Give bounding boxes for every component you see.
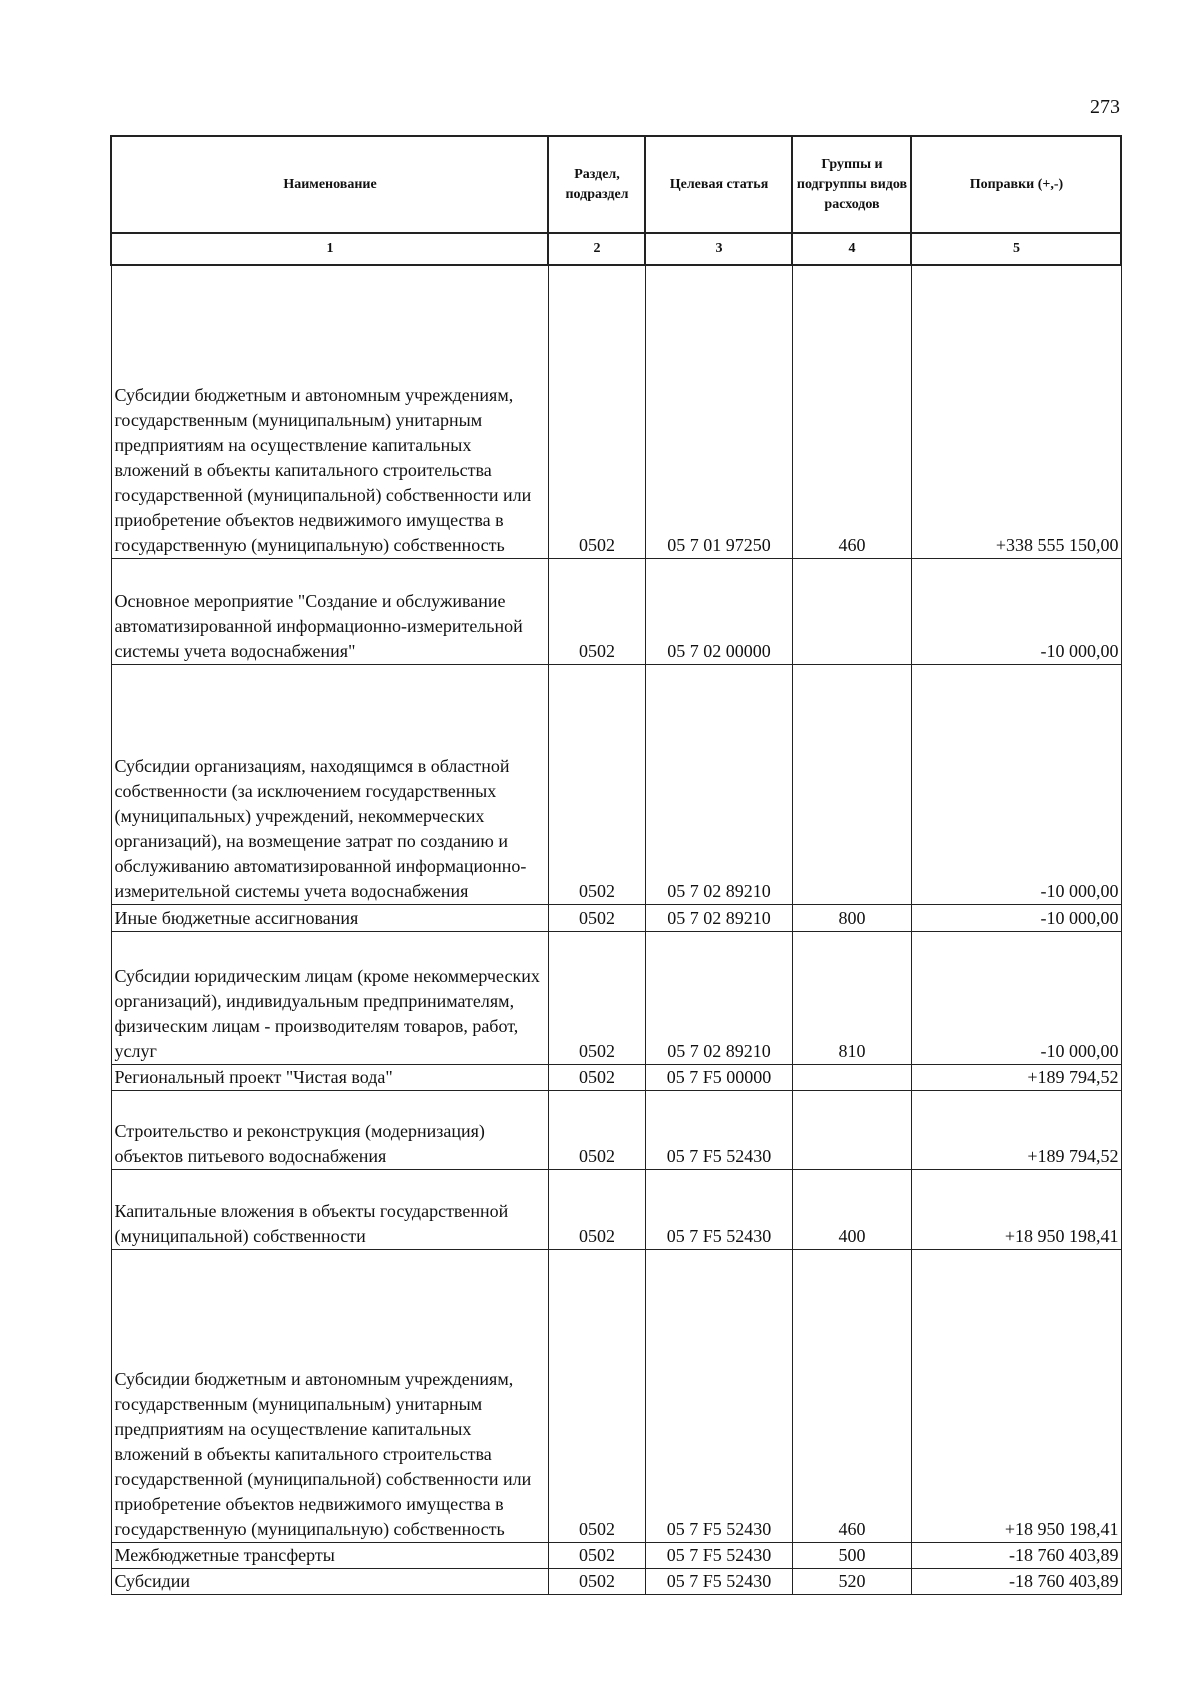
row-amount: +18 950 198,41 — [911, 1249, 1121, 1542]
row-group: 400 — [792, 1169, 911, 1249]
row-section: 0502 — [548, 931, 645, 1064]
row-name: Капитальные вложения в объекты государственной (муниципальной) собственности — [111, 1169, 548, 1249]
row-amount: -10 000,00 — [911, 664, 1121, 904]
column-number: 4 — [792, 233, 911, 265]
row-amount: +338 555 150,00 — [911, 265, 1121, 558]
row-section: 0502 — [548, 664, 645, 904]
row-section: 0502 — [548, 265, 645, 558]
row-article: 05 7 02 89210 — [645, 904, 792, 931]
table-row — [111, 1064, 1121, 1090]
budget-amendments-table — [110, 135, 1122, 1595]
row-article: 05 7 F5 52430 — [645, 1568, 792, 1594]
header-amount: Поправки (+,-) — [911, 136, 1121, 233]
row-section: 0502 — [548, 1090, 645, 1169]
table-row — [111, 1568, 1121, 1594]
row-name: Субсидии — [111, 1568, 548, 1594]
row-name: Субсидии юридическим лицам (кроме некоммерческих организаций), индивидуальным предпринимателям, физическим лицам - производителям товаров, работ, услуг — [111, 931, 548, 1064]
header-section: Раздел, подраздел — [548, 136, 645, 233]
row-section: 0502 — [548, 1249, 645, 1542]
row-section: 0502 — [548, 1064, 645, 1090]
row-article: 05 7 02 00000 — [645, 558, 792, 664]
row-name: Строительство и реконструкция (модернизация) объектов питьевого водоснабжения — [111, 1090, 548, 1169]
row-group: 800 — [792, 904, 911, 931]
column-number-row — [111, 233, 1121, 265]
row-amount: -10 000,00 — [911, 904, 1121, 931]
row-amount: -10 000,00 — [911, 931, 1121, 1064]
row-section: 0502 — [548, 904, 645, 931]
row-group: 460 — [792, 265, 911, 558]
table-row — [111, 1542, 1121, 1568]
row-name: Основное мероприятие "Создание и обслуживание автоматизированной информационно-измерительной системы учета водоснабжения" — [111, 558, 548, 664]
table-row — [111, 1249, 1121, 1542]
row-section: 0502 — [548, 558, 645, 664]
row-amount: -18 760 403,89 — [911, 1568, 1121, 1594]
column-number: 5 — [911, 233, 1121, 265]
row-group — [792, 664, 911, 904]
row-article: 05 7 F5 52430 — [645, 1249, 792, 1542]
column-number: 3 — [645, 233, 792, 265]
row-name: Региональный проект "Чистая вода" — [111, 1064, 548, 1090]
row-amount: -10 000,00 — [911, 558, 1121, 664]
row-group: 520 — [792, 1568, 911, 1594]
column-number: 2 — [548, 233, 645, 265]
row-name: Межбюджетные трансферты — [111, 1542, 548, 1568]
row-article: 05 7 02 89210 — [645, 931, 792, 1064]
table-row — [111, 904, 1121, 931]
row-name: Субсидии бюджетным и автономным учреждениям, государственным (муниципальным) унитарным предприятиям на осуществление капитальных вложений в объекты капитального строительства государственной (муниципальной) собственности или приобретение объектов недвижимого имущества в государственную (муниципальную) собственность — [111, 1249, 548, 1542]
column-number: 1 — [111, 233, 548, 265]
row-amount: -18 760 403,89 — [911, 1542, 1121, 1568]
row-name: Иные бюджетные ассигнования — [111, 904, 548, 931]
table-row — [111, 664, 1121, 904]
row-name: Субсидии организациям, находящимся в областной собственности (за исключением государственных (муниципальных) учреждений, некоммерческих организаций), на возмещение затрат по созданию и обслуживанию автоматизированной информационно-измерительной системы учета водоснабжения — [111, 664, 548, 904]
table-header-row — [111, 136, 1121, 233]
row-group: 500 — [792, 1542, 911, 1568]
row-article: 05 7 01 97250 — [645, 265, 792, 558]
row-name: Субсидии бюджетным и автономным учреждениям, государственным (муниципальным) унитарным предприятиям на осуществление капитальных вложений в объекты капитального строительства государственной (муниципальной) собственности или приобретение объектов недвижимого имущества в государственную (муниципальную) собственность — [111, 265, 548, 558]
row-group — [792, 1064, 911, 1090]
row-section: 0502 — [548, 1542, 645, 1568]
header-group: Группы и подгруппы видов расходов — [792, 136, 911, 233]
row-group — [792, 1090, 911, 1169]
table-row — [111, 1169, 1121, 1249]
table-row — [111, 931, 1121, 1064]
row-article: 05 7 F5 00000 — [645, 1064, 792, 1090]
row-article: 05 7 F5 52430 — [645, 1542, 792, 1568]
row-group: 460 — [792, 1249, 911, 1542]
row-group: 810 — [792, 931, 911, 1064]
row-article: 05 7 F5 52430 — [645, 1090, 792, 1169]
row-section: 0502 — [548, 1568, 645, 1594]
header-name: Наименование — [111, 136, 548, 233]
row-group — [792, 558, 911, 664]
header-article: Целевая статья — [645, 136, 792, 233]
row-amount: +189 794,52 — [911, 1090, 1121, 1169]
table-row — [111, 1090, 1121, 1169]
page-number: 273 — [1090, 96, 1120, 118]
row-amount: +18 950 198,41 — [911, 1169, 1121, 1249]
row-amount: +189 794,52 — [911, 1064, 1121, 1090]
table-row — [111, 265, 1121, 558]
table-row — [111, 558, 1121, 664]
row-article: 05 7 02 89210 — [645, 664, 792, 904]
row-section: 0502 — [548, 1169, 645, 1249]
row-article: 05 7 F5 52430 — [645, 1169, 792, 1249]
